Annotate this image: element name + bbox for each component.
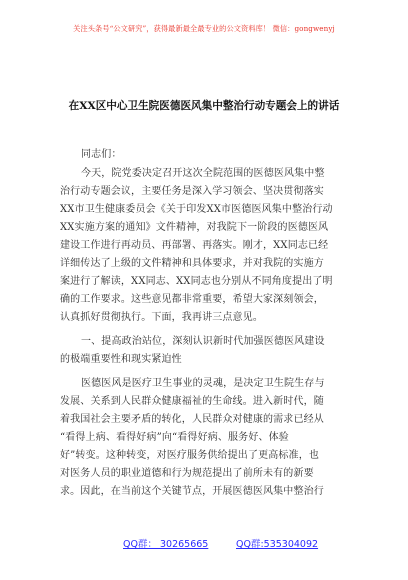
footer-qq-group-1[interactable]: QQ群： 30265665 — [123, 539, 209, 550]
body-line: 求。因此，在当前这个关键节点，开展医德医风集中整治行 — [60, 486, 324, 497]
section-heading-cont: 的极端重要性和现实紧迫性 — [60, 354, 182, 365]
body-line: 认真抓好贯彻执行。下面，我再讲三点意见。 — [60, 312, 263, 323]
body-line: 着我国社会主要矛盾的转化，人民群众对健康的需求已经从 — [60, 414, 324, 425]
body-line: 发展、关系到人民群众健康福祉的生命线。进入新时代，随 — [60, 396, 324, 407]
body-line: 建设工作进行再动员、再部署、再落实。刚才，XX同志已经 — [60, 240, 329, 251]
body-line: 案进行了解读，XX同志、XX同志也分别从不同角度提出了明 — [60, 276, 333, 287]
body-line: 医德医风是医疗卫生事业的灵魂，是决定卫生院生存与 — [81, 378, 325, 389]
body-line: 好”转变。这种转变，对医疗服务供给提出了更高标准，也 — [60, 450, 320, 461]
body-line: 今天，院党委决定召开这次全院范围的医德医风集中整 — [81, 168, 325, 179]
body-line: XX实施方案的通知》文件精神，对我院下一阶段的医德医风 — [60, 222, 329, 233]
body-line: 治行动专题会议，主要任务是深入学习领会、坚决贯彻落实 — [60, 186, 324, 197]
body-line: 对医务人员的职业道德和行为规范提出了前所未有的新要 — [60, 468, 314, 479]
header-banner: 关注头条号“公文研究”，获得最新最全最专业的公文资料库！ 微信：gongwenyj — [73, 24, 335, 33]
footer-qq-group-2[interactable]: QQ群:535304092 — [236, 539, 319, 550]
body-line: 确的工作要求。这些意见都非常重要，希望大家深刻领会， — [60, 294, 324, 305]
document-title: 在XX区中心卫生院医德医风集中整治行动专题会上的讲话 — [68, 100, 340, 112]
body-line: 详细传达了上级的文件精神和具体要求，并对我院的实施方 — [60, 258, 324, 269]
body-line: XX市卫生健康委员会《关于印发XX市医德医风集中整治行动 — [60, 204, 333, 215]
salutation: 同志们： — [81, 149, 122, 160]
body-line: “看得上病、看得好病”向“看得好病、服务好、体验 — [60, 432, 289, 443]
section-heading: 一、提高政治站位，深刻认识新时代加强医德医风建设 — [81, 336, 325, 347]
